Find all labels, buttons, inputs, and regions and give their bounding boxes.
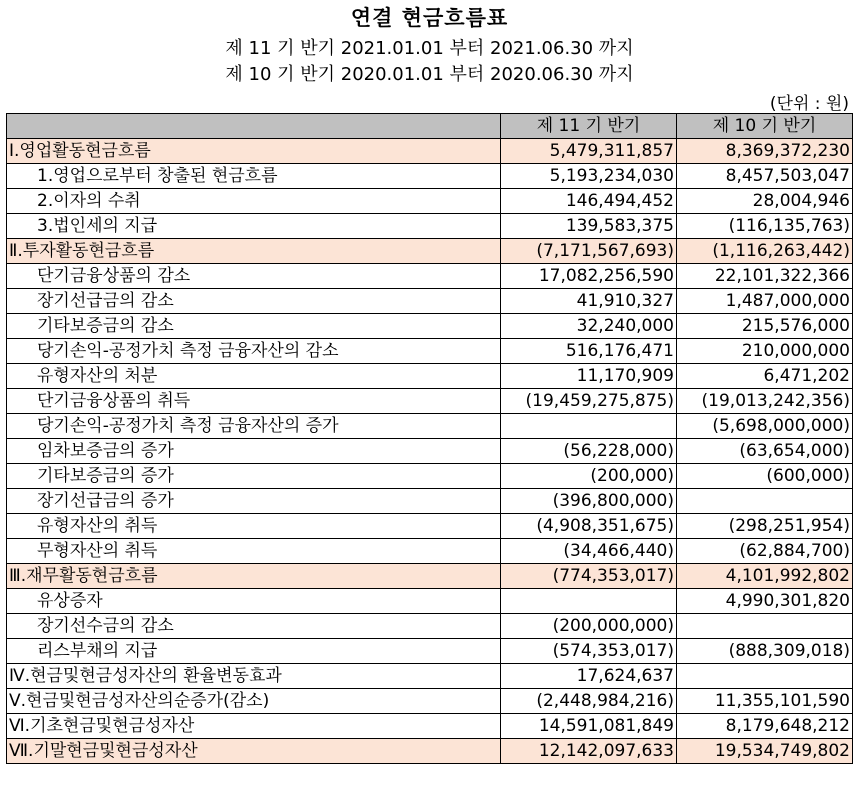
prior-amount: 8,369,372,230: [677, 139, 853, 164]
current-amount: (34,466,440): [501, 539, 677, 564]
row-label: Ⅴ.현금및현금성자산의순증가(감소): [7, 689, 501, 714]
table-row: [7, 564, 853, 589]
row-label: 장기선급금의 감소: [7, 289, 501, 314]
row-label: 당기손익-공정가치 측정 금융자산의 감소: [7, 339, 501, 364]
current-amount: (7,171,567,693): [501, 239, 677, 264]
row-label: 2.이자의 수취: [7, 189, 501, 214]
row-label: 장기선급금의 증가: [7, 489, 501, 514]
table-header-row: [7, 114, 853, 139]
table-row: [7, 739, 853, 764]
table-row: [7, 514, 853, 539]
row-label: 기타보증금의 감소: [7, 314, 501, 339]
prior-amount: (63,654,000): [677, 439, 853, 464]
table-row: [7, 589, 853, 614]
current-amount: (56,228,000): [501, 439, 677, 464]
row-label: Ⅳ.현금및현금성자산의 환율변동효과: [7, 664, 501, 689]
current-amount: (4,908,351,675): [501, 514, 677, 539]
current-amount: (19,459,275,875): [501, 389, 677, 414]
row-label: 1.영업으로부터 창출된 현금흐름: [7, 164, 501, 189]
table-row: [7, 339, 853, 364]
header-current: 제 11 기 반기: [501, 114, 677, 139]
table-row: [7, 239, 853, 264]
table-row: [7, 414, 853, 439]
current-amount: 516,176,471: [501, 339, 677, 364]
table-row: [7, 264, 853, 289]
table-row: [7, 539, 853, 564]
row-label: Ⅲ.재무활동현금흐름: [7, 564, 501, 589]
row-label: 기타보증금의 증가: [7, 464, 501, 489]
prior-amount: (1,116,263,442): [677, 239, 853, 264]
row-label: Ⅰ.영업활동현금흐름: [7, 139, 501, 164]
current-amount: (200,000): [501, 464, 677, 489]
current-amount: (396,800,000): [501, 489, 677, 514]
prior-period: 제 10 기 반기 2020.01.01 부터 2020.06.30 까지: [225, 64, 634, 85]
current-amount: (2,448,984,216): [501, 689, 677, 714]
table-row: [7, 139, 853, 164]
prior-amount: 8,179,648,212: [677, 714, 853, 739]
current-amount: 139,583,375: [501, 214, 677, 239]
row-label: 유형자산의 취득: [7, 514, 501, 539]
row-label: Ⅱ.투자활동현금흐름: [7, 239, 501, 264]
prior-amount: 8,457,503,047: [677, 164, 853, 189]
row-label: 유상증자: [7, 589, 501, 614]
current-amount: 41,910,327: [501, 289, 677, 314]
prior-amount: 28,004,946: [677, 189, 853, 214]
table-row: [7, 439, 853, 464]
prior-amount: (19,013,242,356): [677, 389, 853, 414]
current-amount: [501, 589, 677, 614]
table-row: [7, 389, 853, 414]
current-amount: 11,170,909: [501, 364, 677, 389]
cash-flow-table: [6, 113, 853, 764]
prior-amount: (62,884,700): [677, 539, 853, 564]
current-amount: 17,082,256,590: [501, 264, 677, 289]
current-amount: (200,000,000): [501, 614, 677, 639]
current-amount: 14,591,081,849: [501, 714, 677, 739]
table-row: [7, 314, 853, 339]
row-label: 단기금융상품의 취득: [7, 389, 501, 414]
current-amount: 12,142,097,633: [501, 739, 677, 764]
table-row: [7, 289, 853, 314]
current-amount: (574,353,017): [501, 639, 677, 664]
prior-amount: 11,355,101,590: [677, 689, 853, 714]
unit-label: (단위 : 원): [769, 94, 849, 114]
prior-amount: 210,000,000: [677, 339, 853, 364]
table-row: [7, 189, 853, 214]
row-label: 장기선수금의 감소: [7, 614, 501, 639]
current-amount: 146,494,452: [501, 189, 677, 214]
prior-amount: (888,309,018): [677, 639, 853, 664]
table-row: [7, 489, 853, 514]
prior-amount: (600,000): [677, 464, 853, 489]
row-label: 당기손익-공정가치 측정 금융자산의 증가: [7, 414, 501, 439]
row-label: 유형자산의 처분: [7, 364, 501, 389]
current-amount: [501, 414, 677, 439]
prior-amount: 22,101,322,366: [677, 264, 853, 289]
row-label: 임차보증금의 증가: [7, 439, 501, 464]
table-row: [7, 364, 853, 389]
prior-amount: 4,101,992,802: [677, 564, 853, 589]
row-label: 3.법인세의 지급: [7, 214, 501, 239]
current-amount: 32,240,000: [501, 314, 677, 339]
current-amount: 5,193,234,030: [501, 164, 677, 189]
current-amount: 17,624,637: [501, 664, 677, 689]
prior-amount: [677, 664, 853, 689]
prior-amount: 1,487,000,000: [677, 289, 853, 314]
header-prior: 제 10 기 반기: [677, 114, 853, 139]
row-label: Ⅵ.기초현금및현금성자산: [7, 714, 501, 739]
table-row: [7, 214, 853, 239]
prior-amount: 19,534,749,802: [677, 739, 853, 764]
prior-amount: 4,990,301,820: [677, 589, 853, 614]
table-row: [7, 664, 853, 689]
table-row: [7, 714, 853, 739]
table-row: [7, 464, 853, 489]
row-label: 리스부채의 지급: [7, 639, 501, 664]
row-label: Ⅶ.기말현금및현금성자산: [7, 739, 501, 764]
current-period: 제 11 기 반기 2021.01.01 부터 2021.06.30 까지: [225, 38, 634, 59]
row-label: 무형자산의 취득: [7, 539, 501, 564]
current-amount: (774,353,017): [501, 564, 677, 589]
prior-amount: (298,251,954): [677, 514, 853, 539]
prior-amount: (116,135,763): [677, 214, 853, 239]
header-blank: [7, 114, 501, 139]
prior-amount: 215,576,000: [677, 314, 853, 339]
table-row: [7, 639, 853, 664]
current-amount: 5,479,311,857: [501, 139, 677, 164]
row-label: 단기금융상품의 감소: [7, 264, 501, 289]
prior-amount: [677, 614, 853, 639]
table-row: [7, 164, 853, 189]
table-row: [7, 689, 853, 714]
table-row: [7, 614, 853, 639]
prior-amount: (5,698,000,000): [677, 414, 853, 439]
statement-title: 연결 현금흐름표: [350, 6, 509, 30]
prior-amount: 6,471,202: [677, 364, 853, 389]
prior-amount: [677, 489, 853, 514]
